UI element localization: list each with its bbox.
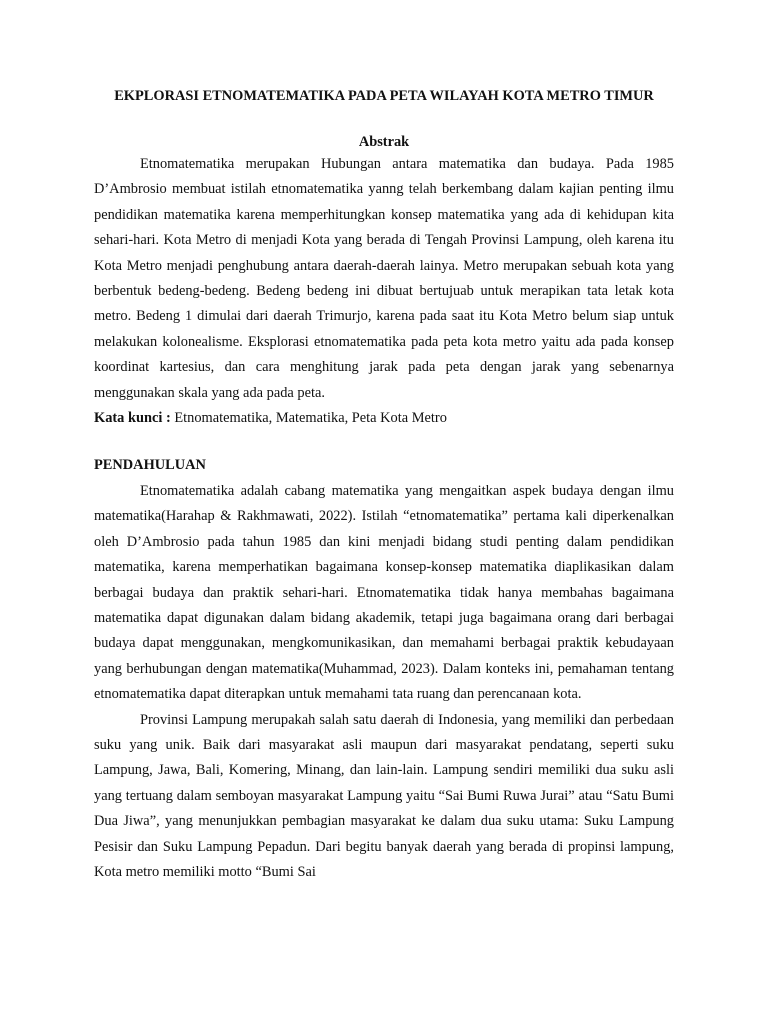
- section-heading-introduction: PENDAHULUAN: [94, 457, 206, 474]
- introduction-paragraph-2: Provinsi Lampung merupakah salah satu daerah di Indonesia, yang memiliki dan perbedaan suku yang unik. Baik dari masyarakat asli maupun dari masyarakat pendatang, seperti suku Lampung, Jawa, Bali, Komering, Minang, dan lain-lain. Lampung sendiri memiliki dua suku asli yang tertuang dalam semboyan masyarakat Lampung yaitu “Sai Bumi Ruwa Jurai” atau “Satu Bumi Dua Jiwa”, yang menunjukkan pembagian masyarakat ke dalam dua suku utama: Suku Lampung Pesisir dan Suku Lampung Pepadun. Dari begitu banyak daerah yang berada di propinsi lampung, Kota metro memiliki motto “Bumi Sai: [94, 711, 674, 880]
- document-title: EKPLORASI ETNOMATEMATIKA PADA PETA WILAYAH KOTA METRO TIMUR: [114, 88, 654, 104]
- keywords-label: Kata kunci :: [94, 410, 171, 427]
- keywords-line: [94, 406, 674, 431]
- keywords-value: Etnomatematika, Matematika, Peta Kota Metro: [170, 410, 447, 427]
- introduction-paragraph-1: Etnomatematika adalah cabang matematika yang mengaitkan aspek budaya dengan ilmu matematika(Harahap & Rakhmawati, 2022). Istilah “etnomatematika” pertama kali diperkenalkan oleh D’Ambrosio pada tahun 1985 dan kini menjadi bidang studi penting dalam pendidikan matematika, karena memperhatikan bagaimana konsep-konsep matematika diaplikasikan dalam berbagai budaya dan praktik sehari-hari. Etnomatematika tidak hanya membahas bagaimana matematika dapat digunakan dalam bidang akademik, tetapi juga bagaimana orang dari berbagai budaya dapat menggunakan, mengkomunikasikan, dan memahami berbagai praktik kebudayaan yang berhubungan dengan matematika(Muhammad, 2023). Dalam konteks ini, pemahaman tentang etnomatematika dapat diterapkan untuk memahami tata ruang dan perencanaan kota.: [94, 482, 674, 703]
- abstract-text: Etnomatematika merupakan Hubungan antara matematika dan budaya. Pada 1985 D’Ambrosio membuat istilah etnomatematika yanng telah berkembang dalam kajian penting ilmu pendidikan matematika karena memperhitungkan konsep matematika yang ada di kehidupan kita sehari-hari. Kota Metro di menjadi Kota yang berada di Tengah Provinsi Lampung, oleh karena itu Kota Metro menjadi penghubung antara daerah-daerah lainya. Metro merupakan sebuah kota yang berbentuk bedeng-bedeng. Bedeng bedeng ini dibuat bertujuab untuk merapikan tata letak kota metro. Bedeng 1 dimulai dari daerah Trimurjo, karena pada saat itu Kota Metro belum siap untuk melakukan kolonealisme. Eksplorasi etnomatematika pada peta kota metro yaitu ada pada konsep koordinat kartesius, dan cara menghitung jarak pada peta dengan jarak yang sebenarnya menggunakan skala yang ada pada peta.: [94, 156, 674, 401]
- abstract-heading: Abstrak: [358, 134, 410, 150]
